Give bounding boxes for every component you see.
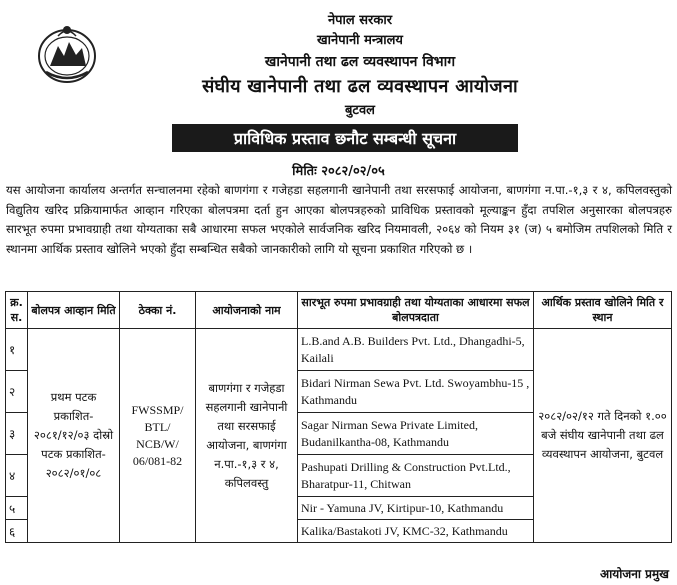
header-project-name: आयोजनाको नाम: [196, 292, 298, 329]
header-project: संघीय खानेपानी तथा ढल व्यवस्थापन आयोजना: [202, 76, 518, 97]
signature-label: आयोजना प्रमुख: [599, 567, 669, 581]
notice-paragraph: यस आयोजना कार्यालय अन्तर्गत सन्चालनमा रहेको बाणगंगा र गजेहडा सहलगानी खानेपानी तथा सरसफाई आयोजना, बाणगंगा न.पा.-१,३ र ४, कपिलवस्तुको विद्युतिय खरिद प्रक्रियामार्फत आव्हान गरिएका बोलपत्रमा दर्ता हुन आएका बोलपत्रहरुको प्राविधिक प्रस्तावको मूल्याङ्कन हुँदा तपशिल अनुसारका बोलपत्रहरु सारभूत रुपमा प्रभावग्राही तथा योग्यताका सबै आधारमा सफल भएकोले सार्वजनिक खरिद नियमावली, २०६४ को नियम ३१ (ज) ५ बमोजिम तपशिलको मिति र स्थानमा आर्थिक प्रस्ताव खोलिने भएको हुँदा सम्बन्धित सबैको जानकारीको लागि यो सूचना प्रकाशित गरिएको छ ।: [6, 183, 672, 256]
bidder-cell: Bidari Nirman Sewa Pvt. Ltd. Swoyambhu-15 , Kathmandu: [298, 371, 534, 413]
sn-cell: ४: [6, 455, 28, 497]
bidder-cell: Nir - Yamuna JV, Kirtipur-10, Kathmandu: [298, 497, 534, 520]
header-bidder: सारभूत रुपमा प्रभावग्राही तथा योग्यताका आधारमा सफल बोलपत्रदाता: [298, 292, 534, 329]
sn-cell: ६: [6, 520, 28, 543]
header-ministry: खानेपानी मन्त्रालय: [317, 33, 403, 48]
sn-cell: ३: [6, 413, 28, 455]
header-department: खानेपानी तथा ढल व्यवस्थापन विभाग: [264, 54, 456, 70]
bidders-table: [5, 291, 672, 543]
notice-date: मितिः २०८२/०२/०५: [292, 164, 385, 179]
header-sn: क्र. स.: [6, 292, 28, 329]
opening-cell: २०८२/०२/१२ गते दिनको १.०० बजे संघीय खानेपानी तथा ढल व्यवस्थापन आयोजना, बुटवल: [534, 329, 672, 543]
project-name-cell: बाणगंगा र गजेहडा सहलगानी खानेपानी तथा सरसफाई आयोजना, बाणगंगा न.पा.-१,३ र ४, कपिलवस्तु: [196, 329, 298, 543]
bidder-cell: Sagar Nirman Sewa Private Limited, Budanilkantha-08, Kathmandu: [298, 413, 534, 455]
header-government: नेपाल सरकार: [327, 13, 393, 28]
contract-no-cell: FWSSMP/ BTL/ NCB/W/ 06/081-82: [120, 329, 196, 543]
header-contract-no: ठेक्का नं.: [120, 292, 196, 329]
sn-cell: १: [6, 329, 28, 371]
header-opening: आर्थिक प्रस्ताव खोलिने मिति र स्थान: [534, 292, 672, 329]
bidder-cell: Kalika/Bastakoti JV, KMC-32, Kathmandu: [298, 520, 534, 543]
invitation-date-cell: प्रथम पटक प्रकाशित- २०८१/१२/०३ दोस्रो पटक प्रकाशित- २०८२/०१/०८: [28, 329, 120, 543]
sn-cell: ५: [6, 497, 28, 520]
table-row: [6, 329, 672, 371]
bidder-cell: L.B.and A.B. Builders Pvt. Ltd., Dhangadhi-5, Kailali: [298, 329, 534, 371]
notice-title: प्राविधिक प्रस्ताव छनौट सम्बन्धी सूचना: [172, 124, 518, 152]
table-header-row: [6, 292, 672, 329]
sn-cell: २: [6, 371, 28, 413]
bidder-cell: Pashupati Drilling & Construction Pvt.Ltd., Bharatpur-11, Chitwan: [298, 455, 534, 497]
header-invitation-date: बोलपत्र आव्हान मिति: [28, 292, 120, 329]
nepal-emblem-icon: [36, 22, 98, 86]
header-location: बुटवल: [344, 103, 376, 118]
